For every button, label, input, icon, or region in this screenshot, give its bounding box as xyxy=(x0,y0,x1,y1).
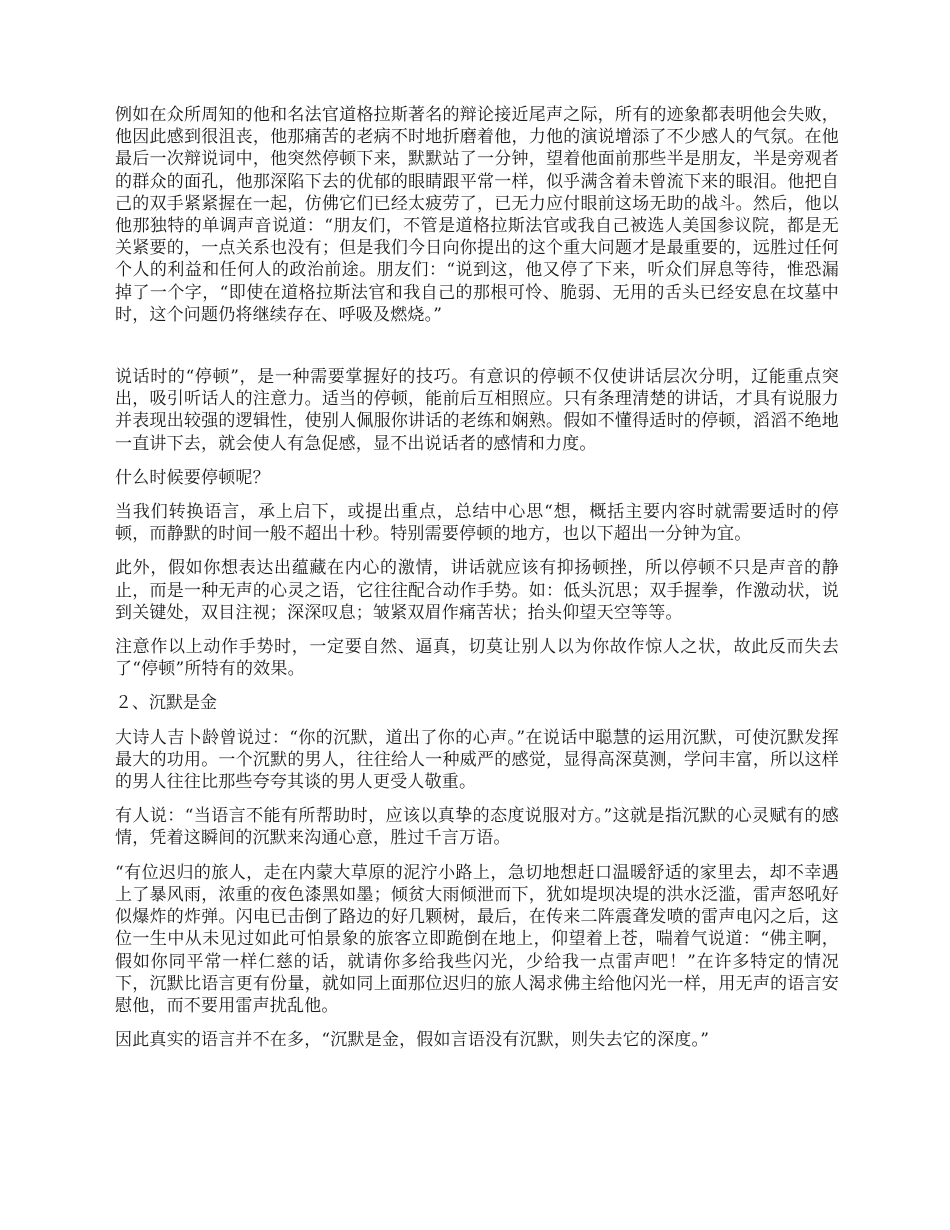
paragraph-conclusion: 因此真实的语言并不在多，“沉默是金，假如言语没有沉默，则失去它的深度。” xyxy=(115,1030,710,1051)
paragraph-kipling-quote: 大诗人吉卜龄曾说过：“你的沉默，道出了你的心声。”在说话中聪慧的运用沉默，可使沉默发挥最大的功用。一个沉默的男人，往往给人一种威严的感觉，显得高深莫测，学问丰富，所以这样的男人往往比那些夸夸其谈的男人更受人敬重。 xyxy=(115,727,839,793)
paragraph-sincere-attitude: 有人说：“当语言不能有所帮助时，应该以真挚的态度说服对方。”这就是指沉默的心灵赋有的感情，凭着这瞬间的沉默来沟通心意，胜过千言万语。 xyxy=(115,806,839,849)
paragraph-natural-gestures: 注意作以上动作手势时，一定要自然、逼真，切莫让别人以为你故作惊人之状，故此反而失去了“停顿”所特有的效果。 xyxy=(115,637,839,680)
paragraph-traveler-story: “有位迟归的旅人，走在内蒙大草原的泥泞小路上，急切地想赶口温暖舒适的家里去，却不幸遇上了暴风雨，浓重的夜色漆黑如墨；倾贫大雨倾泄而下，犹如堤坝决堤的洪水泛滥，雷声怒吼好似爆炸的炸弹。闪电已击倒了路边的好几颗树，最后，在传来二阵震聋发喷的雷声电闪之后，这位一生中从未见过如此可怕景象的旅客立即跪倒在地上，仰望着上苍，喘着气说道：“佛主啊，假如你同平常一样仁慈的话，就请你多给我些闪光，少给我一点雷声吧！”在许多特定的情况下，沉默比语言更有份量，就如同上面那位迟归的旅人渴求佛主给他闪光一样，用无声的语言安慰他，而不要用雷声扰乱他。 xyxy=(115,862,839,1016)
paragraph-pause-technique: 说话时的“停顿”，是一种需要掌握好的技巧。有意识的停顿不仅使讲话层次分明，辽能重点突出，吸引听话人的注意力。适当的停顿，能前后互相照应。只有条理清楚的讲话，才具有说服力并表现出较强的逻辑性，使别人佩服你讲话的老练和娴熟。假如不懂得适时的停顿，滔滔不绝地一直讲下去，就会使人有急促感，显不出说话者的感情和力度。 xyxy=(115,367,839,454)
paragraph-transition-pause: 当我们转换语言，承上启下，或提出重点，总结中心思“想，概括主要内容时就需要适时的停顿，而静默的时间一般不超出十秒。特别需要停顿的地方，也以下超出一分钟为宜。 xyxy=(115,502,839,545)
paragraph-when-to-pause: 什么时候要停顿呢？ xyxy=(115,467,270,488)
paragraph-lincoln-story: 例如在众所周知的他和名法官道格拉斯著名的辩论接近尾声之际，所有的迹象都表明他会失败，他因此感到很沮丧，他那痛苦的老病不时地折磨着他，力他的演说增添了不少感人的气氛。在他最后一次辩说词中，他突然停顿下来，默默站了一分钟，望着他面前那些半是朋友，半是旁观者的群众的面孔，他那深陷下去的优郁的眼睛跟平常一样，似乎满含着未曾流下来的眼泪。他把自己的双手紧紧握在一起，仿佛它们已经太疲劳了，已无力应付眼前这场无助的战斗。然后，他以他那独特的单调声音说道：“朋友们，不管是道格拉斯法官或我自己被选人美国参议院，都是无关紧要的，一点关系也没有；但是我们今日向你提出的这个重大问题才是最重要的，远胜过任何个人的利益和任何人的政治前途。朋友们：“说到这，他又停了下来，听众们屏息等待，惟恐漏掉了一个字，“即使在道格拉斯法官和我自己的那根可怜、脆弱、无用的舌头已经安息在坟墓中时，这个问题仍将继续存在、呼吸及燃烧。” xyxy=(115,105,839,325)
paragraph-gestures: 此外，假如你想表达出蕴藏在内心的激情，讲话就应该有抑扬顿挫，所以停顿不只是声音的静止，而是一种无声的心灵之语，它往往配合动作手势。如：低头沉思；双手握拳，作激动状，说到关键处，双目注视；深深叹息；皱紧双眉作痛苦状；抬头仰望天空等等。 xyxy=(115,558,839,623)
section-heading-silence-is-gold: ２、沉默是金 xyxy=(115,693,217,714)
document-body xyxy=(115,104,839,1051)
